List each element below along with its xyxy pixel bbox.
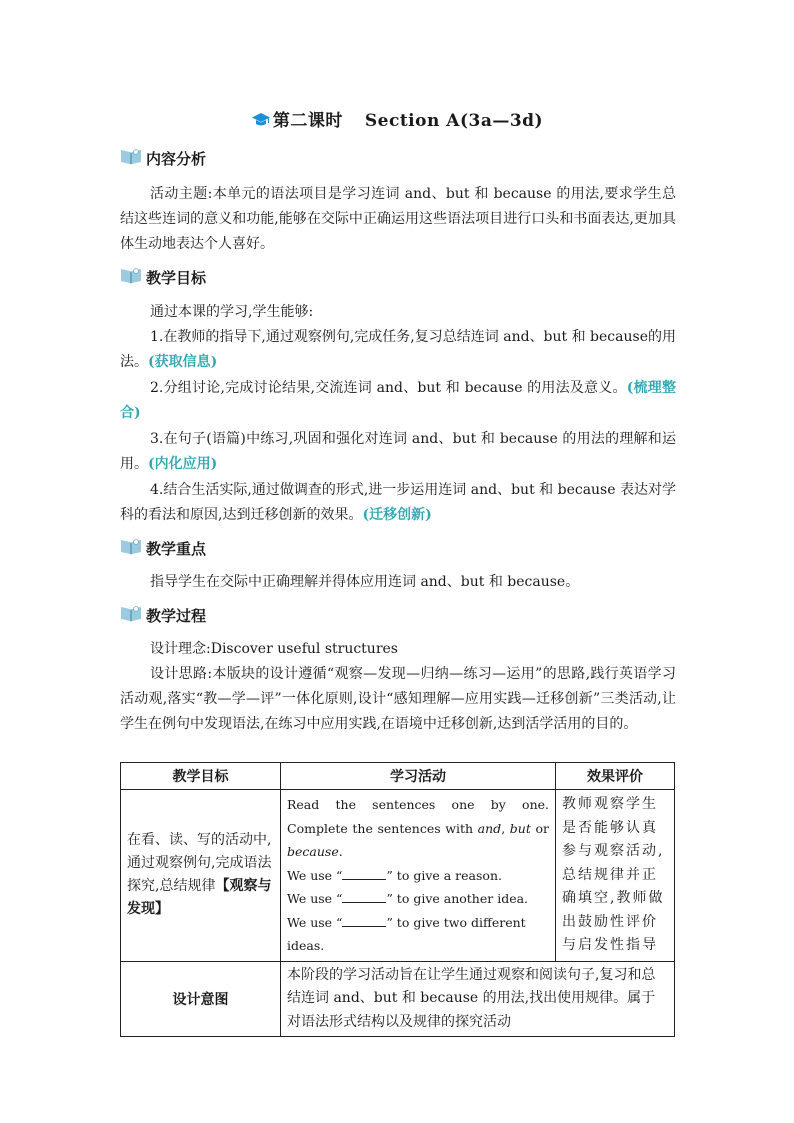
page-title (0, 106, 794, 133)
activity-sentence: We use “ ” to give another idea. (287, 891, 529, 906)
evaluation-cell: 教师观察学生是否能够认真参与观察活动,总结规律并正确填空,教师做出鼓励性评价与启发性指导 (556, 790, 675, 962)
lesson-section: Section A(3a—3d) (364, 111, 544, 131)
book-icon (120, 266, 142, 288)
table-row (121, 961, 675, 1037)
activity-cell (281, 790, 556, 962)
objective-tag: (获取信息) (148, 354, 218, 370)
table-header-row (121, 763, 675, 790)
design-intent-label: 设计意图 (121, 961, 281, 1037)
table-row (121, 790, 675, 962)
goal-cell: 在看、读、写的活动中,通过观察例句,完成语法探究,总结规律【观察与发现】 (121, 790, 281, 962)
section-heading-content-analysis (120, 146, 206, 170)
lesson-plan-table (120, 762, 675, 1037)
lesson-number: 第二课时 (272, 111, 343, 131)
section-heading-text: 教学过程 (146, 606, 207, 625)
objective-item-4: 4.结合生活实际,通过做调查的形式,进一步运用连词 and、but 和 because 表达对学科的看法和原因,达到迁移创新的效果。(迁移创新) (120, 482, 676, 523)
answer-blank[interactable] (342, 914, 386, 927)
answer-blank[interactable] (342, 890, 386, 903)
goal-tag: 【观察与发现】 (127, 878, 272, 918)
section-heading-objectives (120, 265, 206, 289)
objective-tag: (内化应用) (148, 456, 218, 472)
section-heading-text: 教学重点 (146, 539, 207, 558)
section-heading-text: 教学目标 (146, 268, 207, 287)
book-icon (120, 604, 142, 626)
table-header: 教学目标 (121, 763, 281, 790)
section-heading-key-points (120, 536, 206, 560)
table-header: 效果评价 (556, 763, 675, 790)
objectives-intro: 通过本课的学习,学生能够: (150, 304, 314, 320)
content-analysis-text: 活动主题:本单元的语法项目是学习连词 and、but 和 because 的用法,要求学生总结这些连词的意义和功能,能够在交际中正确运用这些语法项目进行口头和书面表达,更加具体生动地表达个人喜好。 (120, 186, 676, 252)
activity-sentence: We use “ ” to give two different ideas. (287, 914, 526, 953)
answer-blank[interactable] (342, 867, 386, 880)
book-icon (120, 147, 142, 169)
activity-sentence: We use “ ” to give a reason. (287, 867, 502, 883)
design-idea: 设计思路:本版块的设计遵循“观察—发现—归纳—练习—运用”的思路,践行英语学习活动观,落实“教—学—评”一体化原则,设计“感知理解—应用实践—迁移创新”三类活动,让学生在例句中发现语法,在练习中应用实践,在语境中迁移创新,达到活学活用的目的。 (120, 666, 676, 732)
objective-item-1: 1.在教师的指导下,通过观察例句,完成任务,复习总结连词 and、but 和 because的用法。(获取信息) (120, 329, 676, 370)
design-concept: 设计理念:Discover useful structures (150, 641, 398, 657)
objective-item-2: 2.分组讨论,完成讨论结果,交流连词 and、but 和 because 的用法及意义。(梳理整合) (120, 380, 677, 421)
objective-item-3: 3.在句子(语篇)中练习,巩固和强化对连词 and、but 和 because 的用法的理解和运用。(内化应用) (120, 431, 676, 472)
key-points-text: 指导学生在交际中正确理解并得体应用连词 and、but 和 because。 (150, 574, 580, 590)
book-icon (120, 537, 142, 559)
design-intent-text: 本阶段的学习活动旨在让学生通过观察和阅读句子,复习和总结连词 and、but 和 because 的用法,找出使用规律。属于对语法形式结构以及规律的探究活动 (281, 961, 675, 1037)
section-heading-process (120, 603, 206, 627)
objective-tag: (梳理整合) (120, 380, 677, 421)
section-heading-text: 内容分析 (146, 149, 207, 168)
table-header: 学习活动 (281, 763, 556, 790)
activity-instruction: Read the sentences one by one. Complete the sentences with and, but or because. (287, 797, 550, 859)
objective-tag: (迁移创新) (362, 507, 432, 523)
graduation-cap-icon (251, 112, 271, 133)
